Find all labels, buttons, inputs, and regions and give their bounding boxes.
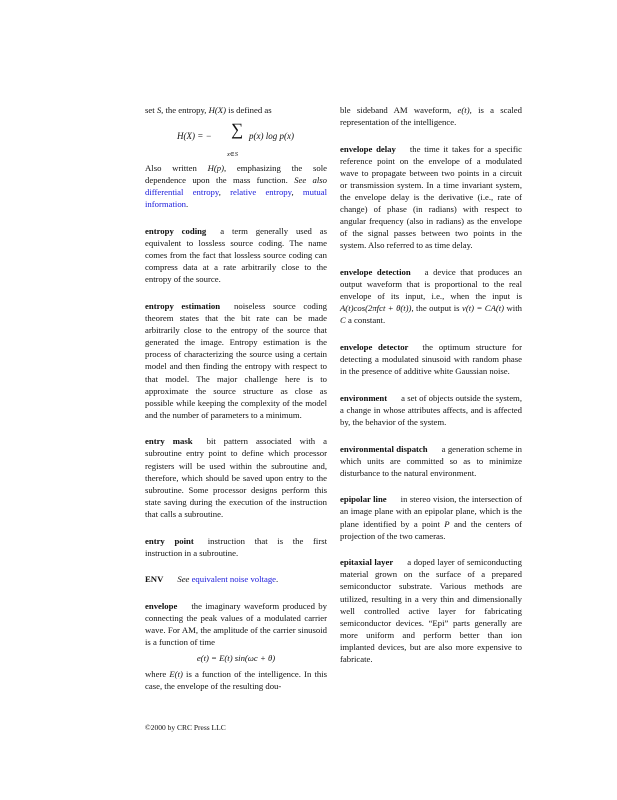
- entry-epitaxial-layer: [340, 556, 522, 665]
- entry-entropy-coding: [145, 225, 327, 285]
- term: envelope detection: [340, 267, 411, 278]
- math-P: P: [444, 518, 450, 529]
- left-column: [145, 104, 327, 707]
- entry-environmental-dispatch: [340, 443, 522, 479]
- definition: the optimum structure for detecting a modulated sinusoid with random phase in the presence of additive white Gaussian noise.: [340, 342, 523, 377]
- intro-text: is defined as: [226, 105, 272, 115]
- term: entropy coding: [145, 225, 207, 236]
- separator: .: [276, 574, 279, 585]
- definition: a device that produces an output waveform that is proportional to the real envelope of its input, i.e., when the input is: [340, 267, 522, 302]
- envelope-equation: e(t) = E(t) sin(ωc + θ): [196, 653, 276, 664]
- sum-symbol: ∑: [231, 120, 244, 140]
- entry-epipolar-line: [340, 493, 522, 541]
- definition: with: [504, 303, 522, 314]
- entropy-definition-continued: [145, 104, 327, 116]
- definition: a doped layer of semiconducting material grown on the surface of a prepared semiconductor substrate. Various methods are utilized, resulting in a very thin and dimensionally well controlled active layer for fabricating semiconductor devices. “Epi” parts generally are more uniform and perform better than ion implanted devices, but are also more expensive to fabricate.: [340, 557, 522, 664]
- right-column: [340, 104, 522, 680]
- math-output: v(t) = CA(t): [461, 303, 505, 314]
- term: epipolar line: [340, 494, 387, 505]
- definition: noiseless source coding theorem states that the bit rate can be made arbitrarily close to the entropy of the source that generated the image. Entropy estimation is the process of characterizing the source using a certain model and then finding the entropy with respect to that model. The major challenge here is to approximate the source structure as close as possible while keeping the complexity of the model and the number of parameters to a minimum.: [145, 300, 328, 420]
- see-also-label: See also: [294, 175, 327, 186]
- text: where: [145, 669, 170, 680]
- separator: .: [186, 199, 189, 210]
- definition: a constant.: [345, 315, 386, 326]
- definition: a set of objects outside the system, a change in whose attributes affects, and is affected by, the behavior of the system.: [340, 392, 522, 427]
- term: envelope delay: [340, 143, 396, 154]
- definition: , the output is: [411, 303, 462, 314]
- math-Hp: H(p): [207, 163, 224, 174]
- math-et: e(t): [457, 105, 470, 115]
- link-differential-entropy[interactable]: differential entropy: [145, 187, 219, 198]
- sum-subscript: x∈S: [227, 151, 238, 159]
- link-relative-entropy[interactable]: relative entropy: [230, 187, 292, 198]
- term: epitaxial layer: [340, 557, 394, 568]
- entry-envelope-detection: [340, 266, 522, 326]
- formula-rhs: p(x) log p(x): [249, 131, 294, 142]
- entry-entropy-estimation: [145, 300, 327, 421]
- term: environmental dispatch: [340, 443, 428, 454]
- text: , is a scaled representation of the intelligence.: [340, 105, 522, 128]
- math-C: C: [340, 315, 346, 326]
- term: envelope detector: [340, 342, 409, 352]
- math-HX: H(X): [208, 105, 226, 115]
- term: environment: [340, 392, 388, 403]
- envelope-continuation: [340, 104, 522, 128]
- term: entry mask: [145, 436, 193, 447]
- math-input: A(t)cos(2πfct + θ(t)): [340, 303, 412, 314]
- entry-envelope: [145, 600, 327, 693]
- link-equivalent-noise-voltage[interactable]: equivalent noise voltage: [191, 574, 277, 585]
- copyright-footer: ©2000 by CRC Press LLC: [145, 723, 226, 732]
- intro-text: set: [145, 105, 157, 115]
- entry-env: [145, 573, 327, 585]
- definition: a term generally used as equivalent to lossless source coding. The name comes from the fact that lossless source coding can compress data at a rate arbitrarily close to the entropy of the source.: [145, 225, 327, 285]
- entry-envelope-delay: [340, 143, 522, 252]
- term: entropy estimation: [145, 300, 221, 311]
- term: envelope: [145, 600, 178, 611]
- term: ENV: [145, 574, 164, 585]
- definition: the imaginary waveform produced by connecting the peak values of a modulated carrier wave. For AM, the amplitude of the carrier sinusoid is a function of time: [145, 600, 327, 648]
- text: ble sideband AM waveform,: [340, 105, 458, 115]
- entry-environment: [340, 392, 522, 428]
- math-Et: E(t): [169, 669, 183, 680]
- entry-envelope-detector: [340, 341, 522, 377]
- math-S: S: [156, 105, 162, 115]
- separator: ,: [291, 187, 303, 198]
- definition: bit pattern associated with a subroutine entry point to define which processor registers will be used within the subroutine and, therefore, which should be saved upon entry to the subroutine. Some processor designs perform this state saving during the execution of the instruction that calls a subroutine.: [145, 436, 328, 519]
- separator: ,: [218, 187, 231, 198]
- entry-entry-point: [145, 535, 327, 559]
- text: Also written: [145, 163, 208, 174]
- intro-paragraph: [145, 104, 327, 116]
- also-written-paragraph: [145, 162, 327, 210]
- formula-lhs: H(X) = −: [177, 131, 212, 142]
- entry-entry-mask: [145, 435, 327, 520]
- text: , emphasizing the sole dependence upon the mass function.: [145, 163, 327, 186]
- link-mutual-information[interactable]: mutual information: [145, 187, 328, 210]
- see-label: See: [177, 574, 190, 585]
- definition: in stereo vision, the intersection of an image plane with an epipolar plane, which is the plane identified by a point: [340, 494, 523, 529]
- intro-text: , the entropy,: [161, 105, 209, 115]
- definition: a generation scheme in which units are committed so as to minimize disturbance to the natural environment.: [340, 443, 522, 478]
- definition: and the centers of projection of the two cameras.: [340, 518, 522, 541]
- definition: the time it takes for a specific reference point on the envelope of a modulated wave to propagate between two points in a circuit or transmission system. In a time invariant system, the envelope delay is the derivative (i.e., rate of change) of phase (in radians) with respect to angular frequency (also in radians) as the envelope of the signal passes between two points in the system. Also referred to as time delay.: [340, 143, 522, 251]
- entropy-formula: [145, 122, 327, 158]
- text: is a function of the intelligence. In this case, the envelope of the resulting dou-: [145, 669, 327, 692]
- definition: instruction that is the first instruction in a subroutine.: [145, 535, 328, 558]
- term: entry point: [145, 535, 194, 546]
